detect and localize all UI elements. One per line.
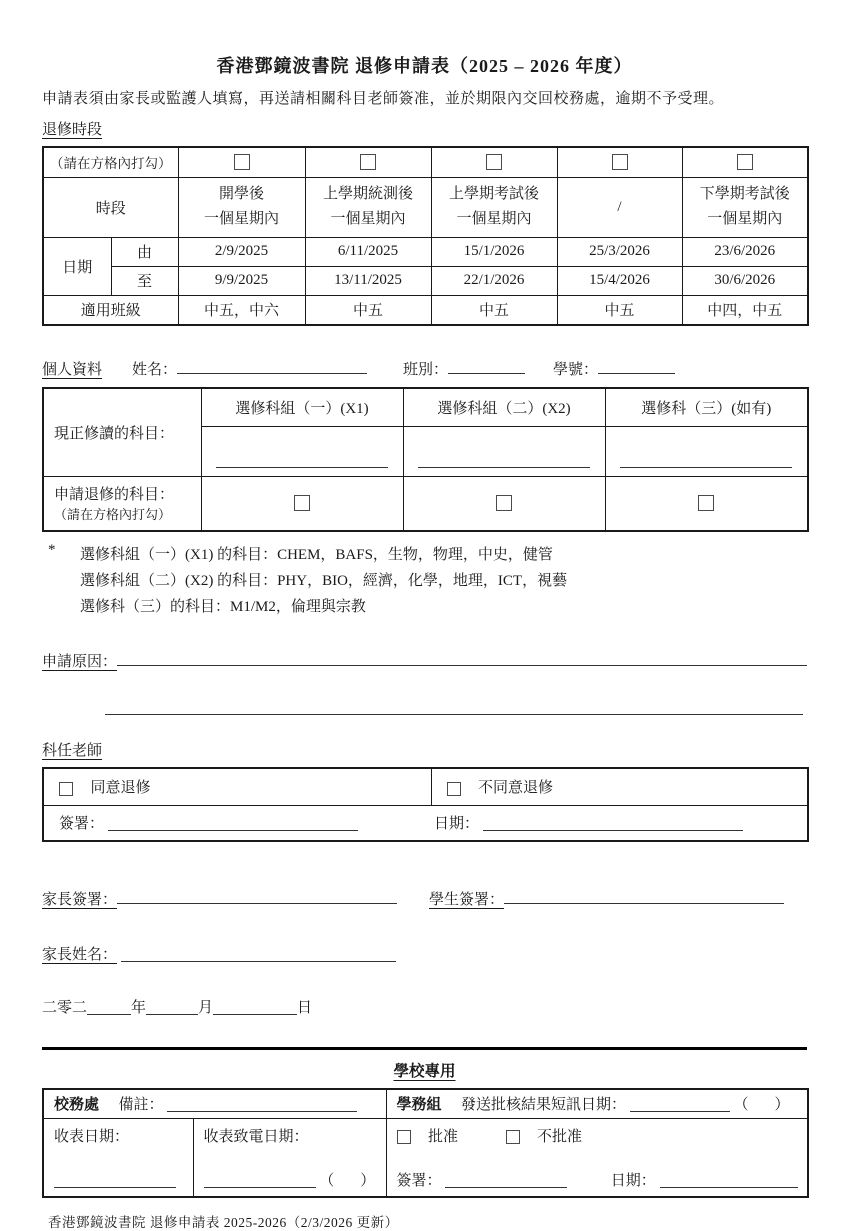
class-field[interactable] xyxy=(448,358,525,374)
teacher-heading: 科任老師 xyxy=(42,743,103,759)
teacher-table xyxy=(42,767,809,842)
reason-line-1 xyxy=(42,648,807,671)
current-subject-x3-field[interactable] xyxy=(620,458,792,468)
year-suffix: 年 xyxy=(131,1000,147,1016)
checkbox-withdraw-x1[interactable] xyxy=(294,495,310,511)
parent-name-label: 家長姓名： xyxy=(42,947,118,963)
year-prefix: 二零二 xyxy=(42,1000,88,1016)
name-field[interactable] xyxy=(177,358,367,374)
parent-name-field[interactable] xyxy=(121,946,396,962)
date-from-5: 23/6/2026 xyxy=(682,237,808,266)
date-from-1: 2/9/2025 xyxy=(178,237,305,266)
call-date-label: 收表致電日期： xyxy=(203,1128,309,1145)
call-date-cell xyxy=(193,1118,386,1197)
parent-sign-field[interactable] xyxy=(117,888,397,904)
checkbox-withdraw-x3[interactable] xyxy=(698,495,714,511)
school-use-heading: 學校專用 xyxy=(393,1063,456,1080)
student-sign-label: 學生簽署： xyxy=(429,892,505,908)
form-footer: 香港鄧鏡波書院 退修申請表 2025-2026（2/3/2026 更新） xyxy=(48,1215,399,1230)
subjects-table xyxy=(42,387,809,532)
section-divider xyxy=(42,1047,807,1050)
date-to-1: 9/9/2025 xyxy=(178,266,305,295)
office-remarks-cell xyxy=(43,1089,386,1118)
withdraw-period-table xyxy=(42,146,809,326)
received-date-label: 收表日期： xyxy=(54,1128,130,1145)
reason-field-line2[interactable] xyxy=(105,697,803,715)
academic-group-label: 學務組 xyxy=(396,1097,442,1114)
received-date-cell xyxy=(43,1118,193,1197)
parent-name-line xyxy=(42,943,807,964)
paren-open: （ xyxy=(733,1097,749,1114)
name-label: 姓名： xyxy=(132,362,178,378)
month-field[interactable] xyxy=(146,999,198,1015)
checkbox-period-2[interactable] xyxy=(360,154,376,170)
checkbox-withdraw-x2[interactable] xyxy=(496,495,512,511)
disagree-cell xyxy=(431,768,808,805)
school-date-label: 日期： xyxy=(610,1173,656,1189)
teacher-sign-label: 簽署： xyxy=(59,816,105,833)
group-header-x3: 選修科（三）(如有) xyxy=(605,388,808,426)
teacher-date-label: 日期： xyxy=(434,816,480,833)
period-row-label: 時段 xyxy=(43,177,178,237)
classes-5: 中四，中五 xyxy=(682,295,808,325)
period-3: 上學期考試後 一個星期內 xyxy=(431,177,557,237)
section-teacher xyxy=(42,739,807,760)
checkbox-agree[interactable] xyxy=(59,782,73,796)
section-withdraw-period xyxy=(42,118,807,139)
student-no-label: 學號： xyxy=(553,362,599,378)
office-label: 校務處 xyxy=(54,1097,100,1114)
date-row-label: 日期 xyxy=(43,237,111,295)
note-x2: 選修科組（二）(X2) 的科目：PHY，BIO，經濟，化學，地理，ICT，視藝 xyxy=(80,573,568,589)
agree-cell xyxy=(43,768,431,805)
classes-2: 中五 xyxy=(305,295,431,325)
remarks-label: 備註： xyxy=(118,1097,164,1114)
sms-cell xyxy=(386,1089,808,1118)
paren-open-2: （ xyxy=(319,1173,335,1189)
period-2: 上學期統測後 一個星期內 xyxy=(305,177,431,237)
teacher-sign-field[interactable] xyxy=(108,815,358,831)
call-date-field[interactable] xyxy=(204,1172,316,1188)
group-header-x2: 選修科組（二）(X2) xyxy=(403,388,605,426)
date-from-3: 15/1/2026 xyxy=(431,237,557,266)
day-suffix: 日 xyxy=(297,1000,313,1016)
checkbox-period-5[interactable] xyxy=(737,154,753,170)
date-from-label: 由 xyxy=(111,237,178,266)
checkbox-approve[interactable] xyxy=(397,1130,411,1144)
checkbox-period-4[interactable] xyxy=(612,154,628,170)
teacher-date-field[interactable] xyxy=(483,815,743,831)
sms-date-label: 發送批核結果短訊日期： xyxy=(461,1097,627,1114)
period-4: / xyxy=(557,177,682,237)
received-date-field[interactable] xyxy=(54,1172,176,1188)
date-from-4: 25/3/2026 xyxy=(557,237,682,266)
date-to-4: 15/4/2026 xyxy=(557,266,682,295)
date-to-2: 13/11/2025 xyxy=(305,266,431,295)
approval-cell xyxy=(386,1118,808,1197)
sms-date-field[interactable] xyxy=(630,1096,730,1112)
disapprove-label: 不批准 xyxy=(537,1128,583,1145)
subject-notes xyxy=(42,542,807,620)
note-x1: 選修科組（一）(X1) 的科目：CHEM，BAFS，生物，物理，中史，健管 xyxy=(80,547,553,563)
chinese-date-line xyxy=(42,996,807,1017)
note-star: * xyxy=(48,542,56,558)
form-instructions: 申請表須由家長或監護人填寫，再送請相關科目老師簽准，並於期限內交回校務處，逾期不予受理。 xyxy=(42,91,725,107)
checkbox-period-1[interactable] xyxy=(234,154,250,170)
form-title: 香港鄧鏡波書院 退修申請表（2025 – 2026 年度） xyxy=(216,56,633,76)
withdraw-subjects-label-cell: 申請退修的科目： （請在方格內打勾） xyxy=(43,476,201,531)
personal-heading: 個人資料 xyxy=(42,362,103,378)
remarks-field[interactable] xyxy=(167,1096,357,1112)
tick-instruction: （請在方格內打勾） xyxy=(43,147,178,177)
month-suffix: 月 xyxy=(198,1000,214,1016)
class-label: 班別： xyxy=(403,362,449,378)
date-to-3: 22/1/2026 xyxy=(431,266,557,295)
period-1: 開學後 一個星期內 xyxy=(178,177,305,237)
agree-label: 同意退修 xyxy=(90,780,151,797)
day-field[interactable] xyxy=(213,999,297,1015)
signature-line xyxy=(42,888,807,909)
current-subjects-label: 現正修讀的科目： xyxy=(43,388,201,476)
reason-field-line1[interactable] xyxy=(117,648,807,666)
paren-close-2: ） xyxy=(360,1173,376,1189)
classes-row-label: 適用班級 xyxy=(43,295,178,325)
year-field[interactable] xyxy=(87,999,131,1015)
school-sign-field[interactable] xyxy=(445,1172,567,1188)
school-use-heading-wrap xyxy=(42,1059,807,1081)
school-sign-label: 簽署： xyxy=(396,1173,442,1189)
date-to-5: 30/6/2026 xyxy=(682,266,808,295)
classes-3: 中五 xyxy=(431,295,557,325)
group-header-x1: 選修科組（一）(X1) xyxy=(201,388,403,426)
checkbox-period-3[interactable] xyxy=(486,154,502,170)
student-sign-field[interactable] xyxy=(504,888,784,904)
disagree-label: 不同意退修 xyxy=(478,780,554,797)
parent-sign-label: 家長簽署： xyxy=(42,892,118,908)
current-subject-x1-field[interactable] xyxy=(216,458,388,468)
student-no-field[interactable] xyxy=(598,358,675,374)
approve-label: 批准 xyxy=(428,1128,459,1145)
current-subject-x2-field[interactable] xyxy=(418,458,590,468)
date-from-2: 6/11/2025 xyxy=(305,237,431,266)
note-x3: 選修科（三）的科目：M1/M2，倫理與宗教 xyxy=(80,599,366,615)
classes-1: 中五，中六 xyxy=(178,295,305,325)
school-use-table xyxy=(42,1088,809,1198)
paren-close: ） xyxy=(774,1097,790,1114)
school-date-field[interactable] xyxy=(660,1172,798,1188)
personal-info-line xyxy=(42,358,807,379)
reason-label: 申請原因： xyxy=(42,654,118,670)
checkbox-disagree[interactable] xyxy=(447,782,461,796)
checkbox-disapprove[interactable] xyxy=(506,1130,520,1144)
classes-4: 中五 xyxy=(557,295,682,325)
date-to-label: 至 xyxy=(111,266,178,295)
period-5: 下學期考試後 一個星期內 xyxy=(682,177,808,237)
withdraw-period-heading: 退修時段 xyxy=(42,122,103,138)
